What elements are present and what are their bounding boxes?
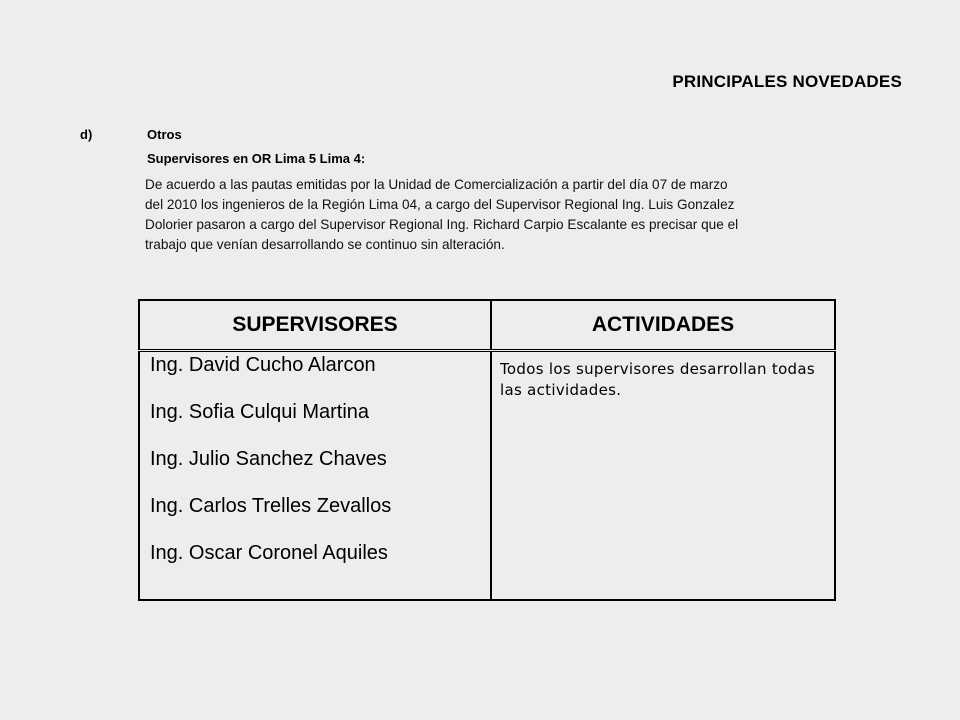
body-paragraph: [145, 175, 845, 255]
supervisor-name: Ing. Carlos Trelles Zevallos: [150, 495, 392, 517]
paragraph-line: trabajo que venían desarrollando se continuo sin alteración.: [145, 237, 505, 252]
supervisor-name: Ing. David Cucho Alarcon: [150, 354, 376, 376]
supervisor-name: Ing. Julio Sanchez Chaves: [150, 448, 387, 470]
page-title: PRINCIPALES NOVEDADES: [672, 72, 902, 91]
supervisor-name: Ing. Sofia Culqui Martina: [150, 401, 370, 423]
column-header-supervisores: SUPERVISORES: [139, 300, 491, 351]
supervisor-name: Ing. Oscar Coronel Aquiles: [150, 542, 388, 564]
supervisors-cell: [139, 351, 491, 601]
paragraph-line: del 2010 los ingenieros de la Región Lima 04, a cargo del Supervisor Regional Ing. Luis Gonzalez: [145, 197, 735, 212]
table-header-row: [139, 300, 835, 351]
supervisor-table: [138, 299, 836, 601]
activities-cell: [491, 351, 835, 601]
section-marker: d): [80, 127, 93, 142]
supervisor-list: [140, 353, 490, 565]
table-row: [139, 351, 835, 601]
activities-text: Todos los supervisores desarrollan todas las actividades.: [500, 360, 815, 399]
paragraph-line: Dolorier pasaron a cargo del Supervisor Regional Ing. Richard Carpio Escalante es precisar que el: [145, 217, 739, 232]
column-header-actividades: ACTIVIDADES: [491, 300, 835, 351]
section-subtitle: Supervisores en OR Lima 5 Lima 4:: [147, 151, 366, 166]
section-label: Otros: [147, 127, 182, 142]
paragraph-line: De acuerdo a las pautas emitidas por la Unidad de Comercialización a partir del día 07 de marzo: [145, 177, 728, 192]
